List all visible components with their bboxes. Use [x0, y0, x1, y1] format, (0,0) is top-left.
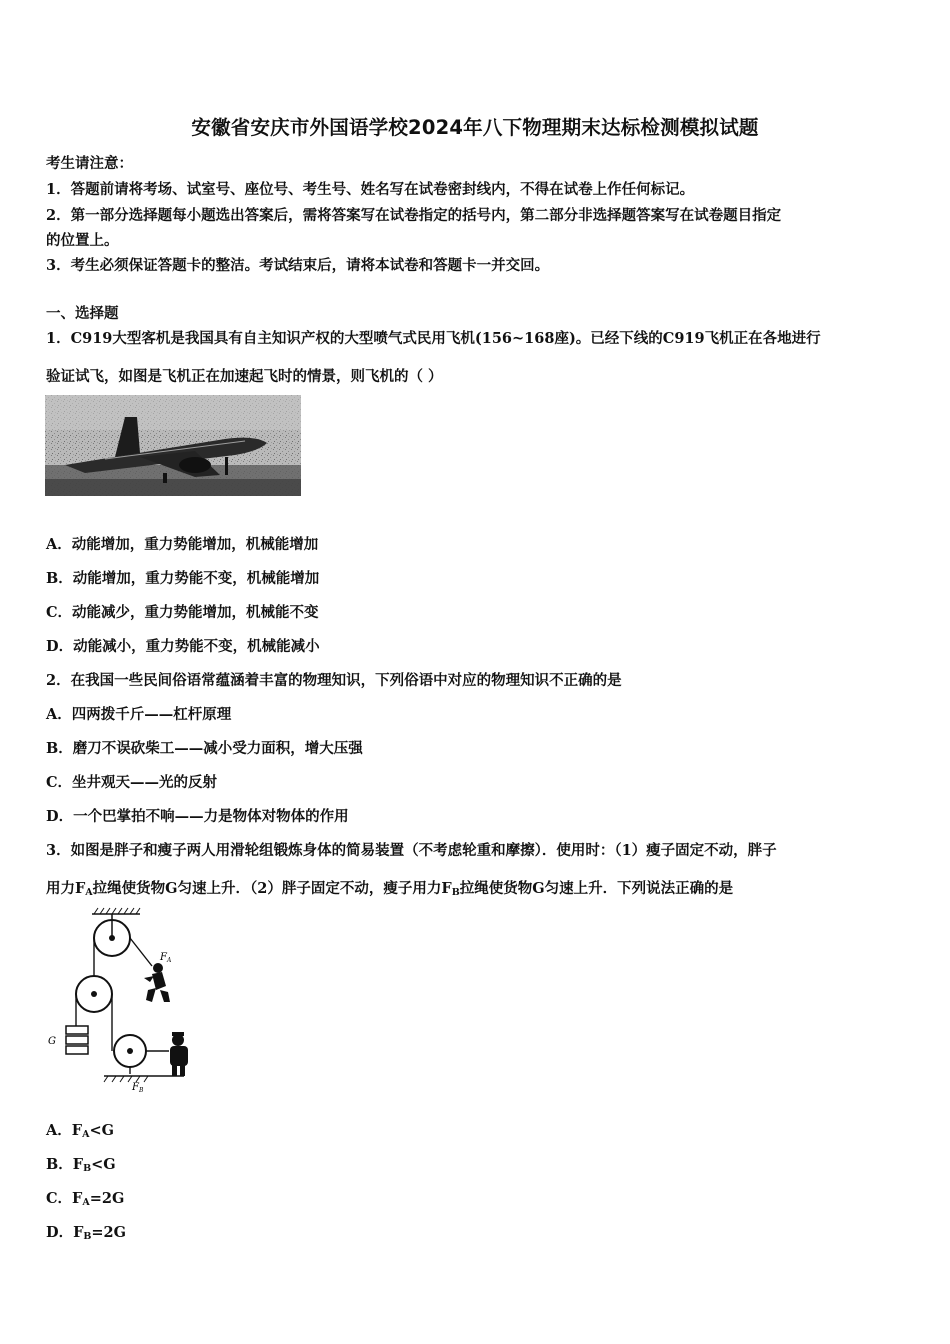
q3-option-c [46, 1187, 124, 1208]
q3-option-d-sub: B [83, 1231, 92, 1242]
q3-option-c-f: F [72, 1190, 83, 1207]
page-title: 安徽省安庆市外国语学校2024年八下物理期末达标检测模拟试题 [191, 116, 759, 139]
airplane-photo [45, 395, 301, 496]
notice-heading: 考生请注意： [46, 155, 133, 172]
notice-item-2-cont: 的位置上。 [46, 232, 119, 249]
q1-option-a: A．动能增加，重力势能增加，机械能增加 [46, 536, 319, 553]
q1-option-b: B．动能增加，重力势能不变，机械能增加 [46, 570, 320, 587]
q3-option-b-label: B． [46, 1156, 73, 1173]
q3-option-d-rest: =2G [91, 1224, 127, 1241]
notice-item-2: 2．第一部分选择题每小题选出答案后，需将答案写在试卷指定的括号内，第二部分非选择题答案写在试卷题目指定 [46, 207, 782, 224]
q1-option-c: C．动能减少，重力势能增加，机械能不变 [46, 604, 319, 621]
notice-item-1: 1．答题前请将考场、试室号、座位号、考生号、姓名写在试卷密封线内，不得在试卷上作任何标记。 [46, 181, 695, 198]
q3-option-a-rest: <G [89, 1122, 114, 1139]
q3-option-a-label: A． [46, 1122, 72, 1139]
q3-stem-line1: 3．如图是胖子和瘦子两人用滑轮组锻炼身体的简易装置（不考虑轮重和摩擦）．使用时：（1）瘦子固定不动，胖子 [46, 842, 777, 859]
q2-option-b: B．磨刀不误砍柴工——减小受力面积，增大压强 [46, 740, 363, 757]
q3-option-a-sub: A [82, 1129, 90, 1140]
q3-option-b-rest: <G [91, 1156, 116, 1173]
q3-option-a [46, 1119, 114, 1140]
fb-label: $F_B$ [132, 1082, 144, 1094]
q3-option-d-label: D． [46, 1224, 74, 1241]
q3-option-b-f: F [72, 1156, 84, 1173]
q1-stem-line1: 1．C919大型客机是我国具有自主知识产权的大型喷气式民用飞机(156~168座)。已经下线的C919飞机正在各地进行 [46, 330, 821, 347]
q3-option-b-sub: B [83, 1163, 92, 1174]
fa-label: $F_A$ [160, 952, 172, 964]
q1-option-d: D．动能减小，重力势能不变，机械能减小 [46, 638, 320, 655]
section-heading: 一、选择题 [46, 305, 119, 322]
q3-sub-b: B [451, 887, 460, 898]
q3-sub-a: A [85, 887, 93, 898]
q3-option-c-sub: A [82, 1197, 90, 1208]
pulley-diagram [44, 906, 204, 1096]
q3-option-a-f: F [71, 1122, 83, 1139]
q3-option-d [46, 1221, 126, 1242]
q3-text-a: 用力F [46, 880, 86, 897]
q2-stem: 2．在我国一些民间俗语常蕴涵着丰富的物理知识，下列俗语中对应的物理知识不正确的是 [46, 672, 622, 689]
q3-stem-line2 [46, 877, 733, 898]
q3-option-d-f: F [73, 1224, 84, 1241]
q3-text-b: 拉绳使货物G匀速上升．（2）胖子固定不动，瘦子用力F [92, 880, 452, 897]
q1-stem-line2: 验证试飞，如图是飞机正在加速起飞时的情景，则飞机的（ ） [46, 368, 443, 385]
q3-option-b [46, 1153, 116, 1174]
q3-option-c-label: C． [46, 1190, 73, 1207]
q2-option-d: D．一个巴掌拍不响——力是物体对物体的作用 [46, 808, 349, 825]
notice-item-3: 3．考生必须保证答题卡的整洁。考试结束后，请将本试卷和答题卡一并交回。 [46, 257, 550, 274]
q3-option-c-rest: =2G [89, 1190, 125, 1207]
q2-option-c: C．坐井观天——光的反射 [46, 774, 218, 791]
q3-text-c: 拉绳使货物G匀速上升．下列说法正确的是 [459, 880, 734, 897]
g-label: G [48, 1036, 56, 1047]
q2-option-a: A．四两拨千斤——杠杆原理 [46, 706, 232, 723]
